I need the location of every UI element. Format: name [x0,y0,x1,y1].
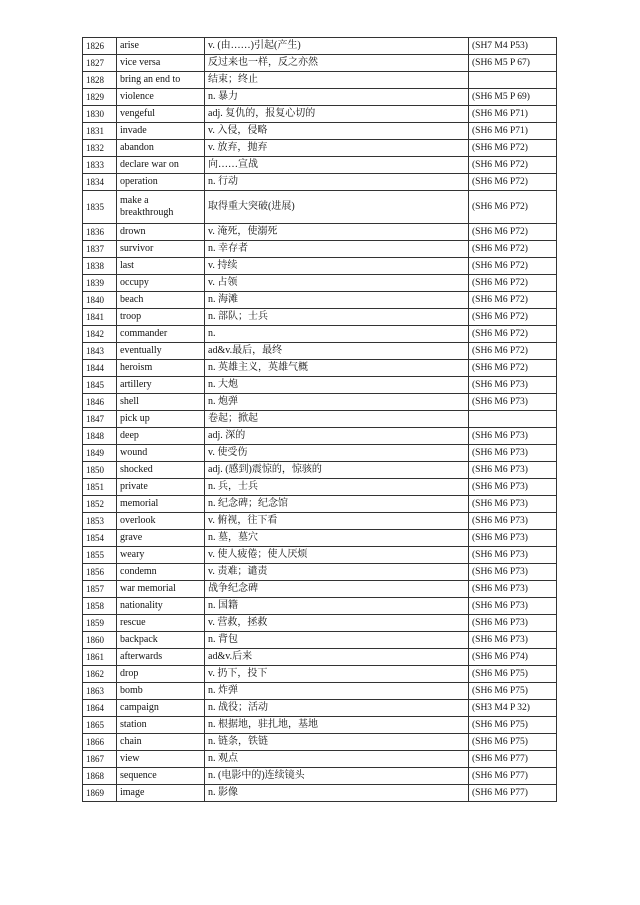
entry-number: 1836 [83,224,117,241]
entry-number: 1864 [83,700,117,717]
entry-word: occupy [117,275,205,292]
entry-word: drown [117,224,205,241]
entry-meaning: adj. 复仇的，报复心切的 [205,106,469,123]
entry-source: (SH6 M6 P72) [469,258,557,275]
entry-meaning: v. 使人疲倦；使人厌烦 [205,547,469,564]
entry-source: (SH6 M6 P73) [469,564,557,581]
entry-number: 1847 [83,411,117,428]
entry-meaning: n. 纪念碑；纪念馆 [205,496,469,513]
table-row [83,106,557,123]
entry-source: (SH6 M6 P73) [469,394,557,411]
entry-source: (SH6 M6 P72) [469,157,557,174]
table-row [83,462,557,479]
table-row [83,734,557,751]
entry-word: nationality [117,598,205,615]
table-row [83,258,557,275]
entry-meaning: n. 观点 [205,751,469,768]
entry-word: invade [117,123,205,140]
table-row [83,785,557,802]
entry-meaning: n. [205,326,469,343]
entry-source: (SH6 M6 P73) [469,632,557,649]
entry-word: operation [117,174,205,191]
table-row [83,360,557,377]
entry-meaning: n. 英雄主义，英雄气概 [205,360,469,377]
entry-meaning: n. 影像 [205,785,469,802]
table-row [83,615,557,632]
table-row [83,326,557,343]
entry-meaning: n. 战役；活动 [205,700,469,717]
entry-meaning: v. 营救，拯救 [205,615,469,632]
entry-source: (SH6 M6 P73) [469,445,557,462]
entry-meaning: n. 行动 [205,174,469,191]
entry-number: 1829 [83,89,117,106]
table-row [83,496,557,513]
entry-number: 1844 [83,360,117,377]
entry-source: (SH6 M6 P72) [469,326,557,343]
entry-word: campaign [117,700,205,717]
entry-number: 1832 [83,140,117,157]
entry-word: beach [117,292,205,309]
table-row [83,38,557,55]
entry-word: deep [117,428,205,445]
entry-number: 1830 [83,106,117,123]
entry-meaning: n. 幸存者 [205,241,469,258]
entry-word: rescue [117,615,205,632]
entry-meaning: adj. (感到)震惊的，惊骇的 [205,462,469,479]
entry-word: eventually [117,343,205,360]
entry-number: 1826 [83,38,117,55]
entry-source: (SH6 M6 P72) [469,309,557,326]
entry-number: 1843 [83,343,117,360]
entry-meaning: n. 根据地，驻扎地，基地 [205,717,469,734]
entry-number: 1828 [83,72,117,89]
entry-meaning: v. 持续 [205,258,469,275]
entry-word: pick up [117,411,205,428]
entry-word: backpack [117,632,205,649]
entry-source: (SH6 M6 P73) [469,462,557,479]
entry-number: 1856 [83,564,117,581]
entry-number: 1863 [83,683,117,700]
entry-meaning: v. 放弃，抛弃 [205,140,469,157]
table-row [83,140,557,157]
entry-source: (SH6 M6 P72) [469,275,557,292]
entry-word: wound [117,445,205,462]
entry-source: (SH6 M6 P73) [469,496,557,513]
entry-number: 1857 [83,581,117,598]
entry-number: 1833 [83,157,117,174]
entry-word: drop [117,666,205,683]
entry-number: 1837 [83,241,117,258]
entry-number: 1849 [83,445,117,462]
entry-source: (SH6 M6 P72) [469,292,557,309]
entry-meaning: v. 占领 [205,275,469,292]
vocabulary-table [82,37,557,802]
entry-number: 1869 [83,785,117,802]
entry-source: (SH7 M4 P53) [469,38,557,55]
vocabulary-table-body [83,38,557,802]
entry-word: shell [117,394,205,411]
entry-word: sequence [117,768,205,785]
entry-word: war memorial [117,581,205,598]
table-row [83,292,557,309]
entry-number: 1841 [83,309,117,326]
entry-word: image [117,785,205,802]
entry-word: abandon [117,140,205,157]
entry-source [469,72,557,89]
entry-meaning: 战争纪念碑 [205,581,469,598]
entry-meaning: 结束；终止 [205,72,469,89]
table-row [83,649,557,666]
entry-number: 1851 [83,479,117,496]
entry-word: station [117,717,205,734]
entry-source: (SH6 M6 P73) [469,530,557,547]
entry-meaning: v. 扔下，投下 [205,666,469,683]
entry-meaning: n. 海滩 [205,292,469,309]
entry-meaning: v. 俯视，往下看 [205,513,469,530]
entry-source: (SH6 M6 P77) [469,785,557,802]
table-row [83,700,557,717]
entry-source: (SH6 M6 P74) [469,649,557,666]
entry-number: 1855 [83,547,117,564]
entry-word: private [117,479,205,496]
entry-number: 1867 [83,751,117,768]
entry-meaning: adj. 深的 [205,428,469,445]
entry-source: (SH6 M6 P73) [469,377,557,394]
entry-word: violence [117,89,205,106]
entry-source: (SH6 M6 P75) [469,717,557,734]
entry-source: (SH6 M6 P75) [469,666,557,683]
entry-meaning: n. (电影中的)连续镜头 [205,768,469,785]
entry-source: (SH6 M6 P73) [469,581,557,598]
table-row [83,751,557,768]
entry-number: 1831 [83,123,117,140]
entry-meaning: n. 炮弹 [205,394,469,411]
entry-source: (SH3 M4 P 32) [469,700,557,717]
table-row [83,275,557,292]
entry-word: memorial [117,496,205,513]
entry-source: (SH6 M5 P 69) [469,89,557,106]
table-row [83,666,557,683]
table-row [83,598,557,615]
entry-word: grave [117,530,205,547]
entry-word: survivor [117,241,205,258]
entry-source: (SH6 M6 P72) [469,241,557,258]
entry-word: heroism [117,360,205,377]
table-row [83,123,557,140]
entry-source: (SH6 M5 P 67) [469,55,557,72]
entry-meaning: n. 墓，墓穴 [205,530,469,547]
table-row [83,632,557,649]
table-row [83,411,557,428]
entry-word: shocked [117,462,205,479]
entry-number: 1838 [83,258,117,275]
entry-number: 1865 [83,717,117,734]
entry-meaning: v. 使受伤 [205,445,469,462]
entry-word: make a breakthrough [117,191,205,224]
entry-meaning: 取得重大突破(进展) [205,191,469,224]
entry-number: 1835 [83,191,117,224]
entry-meaning: ad&v.后来 [205,649,469,666]
entry-word: vengeful [117,106,205,123]
entry-source: (SH6 M6 P73) [469,615,557,632]
table-row [83,72,557,89]
entry-number: 1852 [83,496,117,513]
entry-meaning: n. 暴力 [205,89,469,106]
table-row [83,309,557,326]
entry-source: (SH6 M6 P72) [469,174,557,191]
entry-meaning: v. 责难；谴责 [205,564,469,581]
entry-number: 1853 [83,513,117,530]
entry-word: arise [117,38,205,55]
table-row [83,343,557,360]
table-row [83,394,557,411]
entry-source: (SH6 M6 P73) [469,513,557,530]
table-row [83,191,557,224]
entry-source: (SH6 M6 P75) [469,734,557,751]
entry-meaning: n. 大炮 [205,377,469,394]
entry-source: (SH6 M6 P72) [469,360,557,377]
table-row [83,683,557,700]
entry-meaning: n. 链条，铁链 [205,734,469,751]
entry-meaning: n. 背包 [205,632,469,649]
entry-source: (SH6 M6 P73) [469,428,557,445]
entry-word: bring an end to [117,72,205,89]
entry-number: 1859 [83,615,117,632]
entry-number: 1842 [83,326,117,343]
entry-word: view [117,751,205,768]
table-row [83,768,557,785]
entry-source: (SH6 M6 P72) [469,191,557,224]
entry-word: condemn [117,564,205,581]
entry-meaning: 反过来也一样，反之亦然 [205,55,469,72]
entry-number: 1866 [83,734,117,751]
entry-source: (SH6 M6 P72) [469,140,557,157]
entry-meaning: v. 淹死，使溺死 [205,224,469,241]
table-row [83,157,557,174]
entry-source: (SH6 M6 P77) [469,768,557,785]
entry-number: 1850 [83,462,117,479]
entry-source: (SH6 M6 P77) [469,751,557,768]
table-row [83,445,557,462]
table-row [83,89,557,106]
entry-number: 1862 [83,666,117,683]
entry-word: troop [117,309,205,326]
table-row [83,581,557,598]
entry-number: 1834 [83,174,117,191]
entry-number: 1868 [83,768,117,785]
entry-word: overlook [117,513,205,530]
table-row [83,564,557,581]
entry-source: (SH6 M6 P73) [469,598,557,615]
entry-source: (SH6 M6 P73) [469,547,557,564]
entry-number: 1839 [83,275,117,292]
entry-source: (SH6 M6 P71) [469,123,557,140]
entry-meaning: n. 炸弹 [205,683,469,700]
entry-word: vice versa [117,55,205,72]
entry-number: 1848 [83,428,117,445]
entry-source: (SH6 M6 P73) [469,479,557,496]
entry-meaning: n. 兵，士兵 [205,479,469,496]
table-row [83,428,557,445]
table-row [83,717,557,734]
entry-number: 1861 [83,649,117,666]
entry-word: bomb [117,683,205,700]
entry-source: (SH6 M6 P71) [469,106,557,123]
entry-number: 1846 [83,394,117,411]
table-row [83,547,557,564]
entry-number: 1840 [83,292,117,309]
entry-meaning: v. (由……)引起(产生) [205,38,469,55]
entry-word: declare war on [117,157,205,174]
entry-number: 1827 [83,55,117,72]
entry-meaning: n. 部队；士兵 [205,309,469,326]
entry-number: 1860 [83,632,117,649]
entry-meaning: 向……宣战 [205,157,469,174]
entry-number: 1845 [83,377,117,394]
entry-word: weary [117,547,205,564]
table-row [83,513,557,530]
table-row [83,241,557,258]
table-row [83,530,557,547]
table-row [83,55,557,72]
entry-number: 1854 [83,530,117,547]
entry-source: (SH6 M6 P75) [469,683,557,700]
entry-word: commander [117,326,205,343]
table-row [83,377,557,394]
entry-source: (SH6 M6 P72) [469,224,557,241]
entry-source [469,411,557,428]
table-row [83,224,557,241]
table-row [83,174,557,191]
entry-word: chain [117,734,205,751]
entry-meaning: 卷起；掀起 [205,411,469,428]
entry-word: afterwards [117,649,205,666]
entry-number: 1858 [83,598,117,615]
entry-meaning: n. 国籍 [205,598,469,615]
entry-word: artillery [117,377,205,394]
entry-source: (SH6 M6 P72) [469,343,557,360]
entry-meaning: v. 入侵，侵略 [205,123,469,140]
entry-word: last [117,258,205,275]
entry-meaning: ad&v.最后，最终 [205,343,469,360]
table-row [83,479,557,496]
